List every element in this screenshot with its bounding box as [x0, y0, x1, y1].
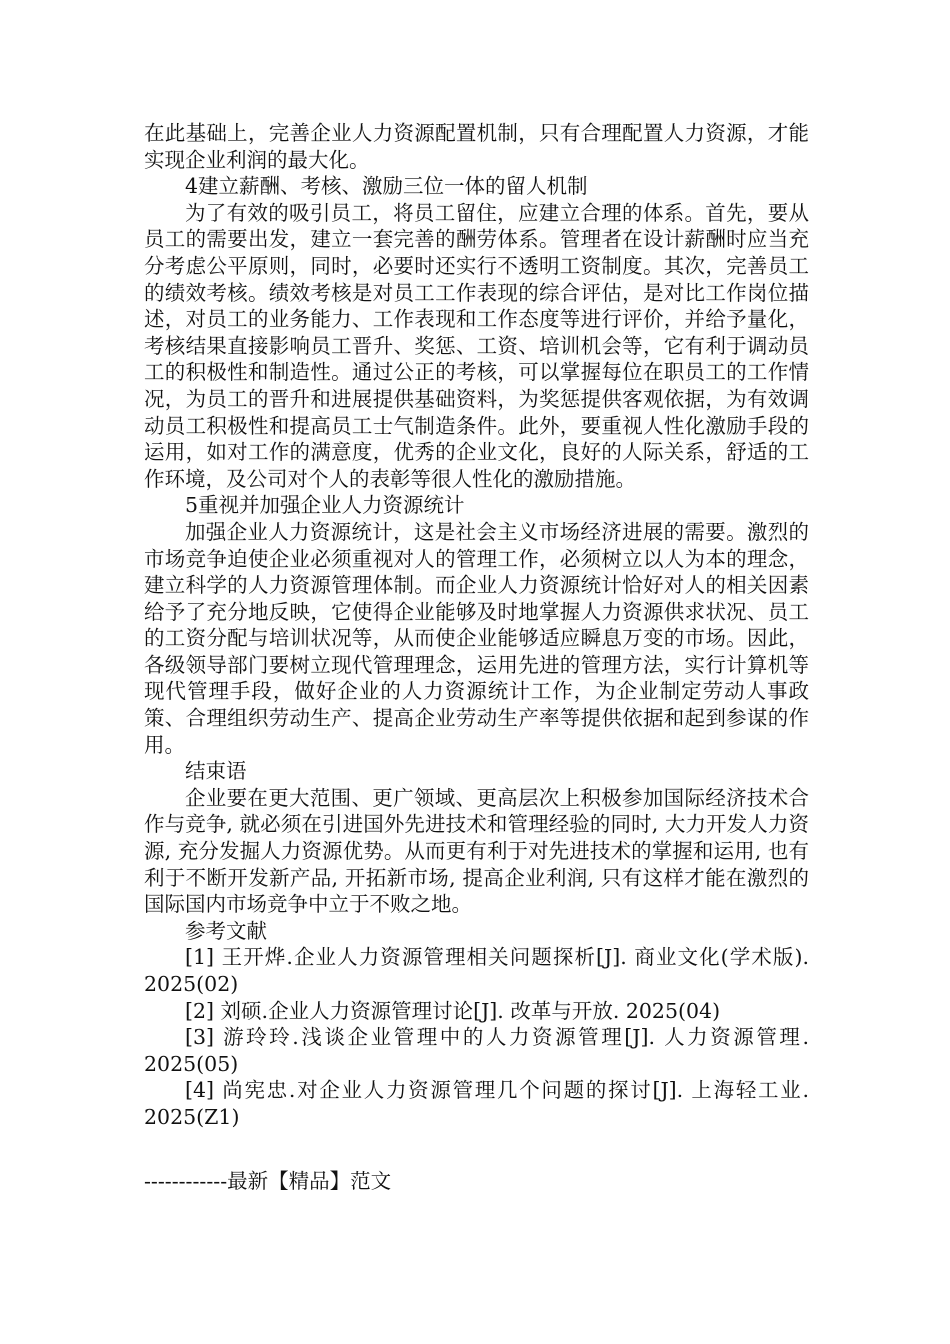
reference-item-2: [2] 刘硕.企业人力资源管理讨论[J]. 改革与开放. 2025(04): [185, 998, 721, 1023]
reference-item-1: [1] 王开烨.企业人力资源管理相关问题探析[J]. 商业文化(学术版). 2025(02): [144, 945, 809, 996]
section-heading-5: 5重视并加强企业人力资源统计: [185, 493, 465, 518]
references-heading: 参考文献: [185, 918, 267, 943]
document-body: [144, 120, 809, 1131]
paragraph-continued: 在此基础上，完善企业人力资源配置机制，只有合理配置人力资源，才能实现企业利润的最大化。: [144, 121, 809, 172]
reference-item-4: [4] 尚宪忠.对企业人力资源管理几个问题的探讨[J]. 上海轻工业. 2025(Z1): [144, 1078, 809, 1129]
conclusion-heading: 结束语: [185, 759, 247, 784]
section-heading-4: 4建立薪酬、考核、激励三位一体的留人机制: [185, 174, 588, 199]
paragraph-retention-mechanism: 为了有效的吸引员工，将员工留住，应建立合理的体系。首先，要从员工的需要出发，建立一套完善的酬劳体系。管理者在设计薪酬时应当充分考虑公平原则，同时，必要时还实行不透明工资制度。其次，完善员工的绩效考核。绩效考核是对员工工作表现的综合评估，是对比工作岗位描述，对员工的业务能力、工作表现和工作态度等进行评价，并给予量化，考核结果直接影响员工晋升、奖惩、工资、培训机会等，它有利于调动员工的积极性和制造性。通过公正的考核，可以掌握每位在职员工的工作情况，为员工的晋升和进展提供基础资料，为奖惩提供客观依据，为有效调动员工积极性和提高员工士气制造条件。此外，要重视人性化激励手段的运用，如对工作的满意度，优秀的企业文化，良好的人际关系，舒适的工作环境，及公司对个人的表彰等很人性化的激励措施。: [144, 200, 809, 491]
paragraph-hr-statistics: 加强企业人力资源统计，这是社会主义市场经济进展的需要。激烈的市场竞争迫使企业必须重视对人的管理工作，必须树立以人为本的理念，建立科学的人力资源管理体制。而企业人力资源统计恰好对人的相关因素给予了充分地反映，它使得企业能够及时地掌握人力资源供求状况、员工的工资分配与培训状况等，从而使企业能够适应瞬息万变的市场。因此，各级领导部门要树立现代管理理念，运用先进的管理方法，实行计算机等现代管理手段，做好企业的人力资源统计工作，为企业制定劳动人事政策、合理组织劳动生产、提高企业劳动生产率等提供依据和起到参谋的作用。: [144, 519, 809, 757]
reference-item-3: [3] 游玲玲.浅谈企业管理中的人力资源管理[J]. 人力资源管理. 2025(05): [144, 1025, 809, 1076]
paragraph-conclusion: 企业要在更大范围、更广领域、更高层次上积极参加国际经济技术合作与竞争, 就必须在引进国外先进技术和管理经验的同时, 大力开发人力资源, 充分发掘人力资源优势。从而更有利于对先进技术的掌握和运用, 也有利于不断开发新产品, 开拓新市场, 提高企业利润, 只有这样才能在激烈的国际国内市场竞争中立于不败之地。: [144, 785, 809, 917]
page-footer: ------------最新【精品】范文: [144, 1169, 392, 1193]
